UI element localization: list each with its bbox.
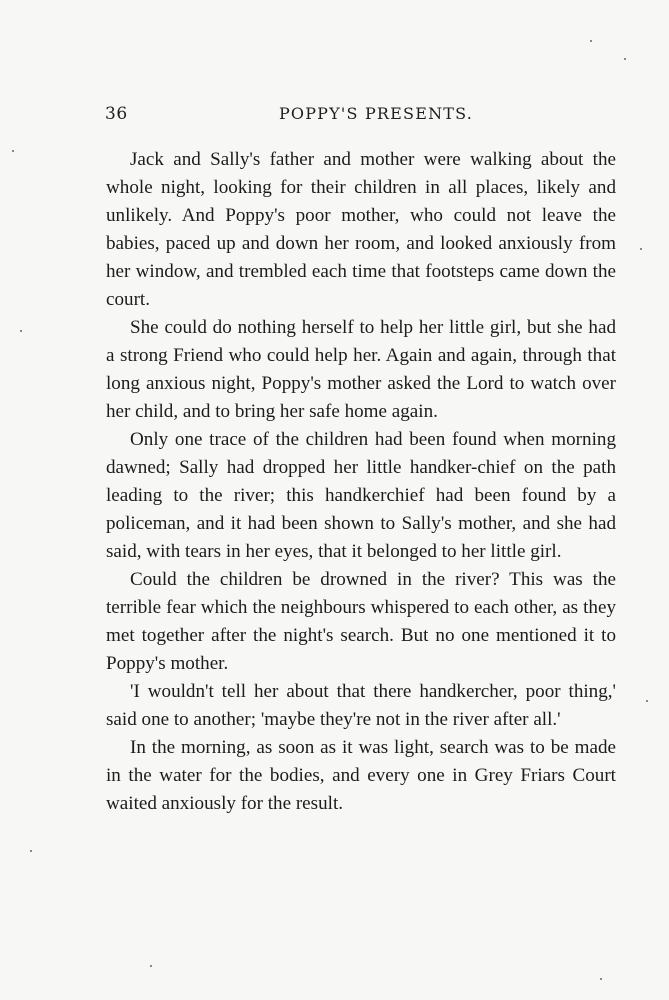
paragraph-3: Only one trace of the children had been found when morning dawned; Sally had dropped her little handker-chief on the path leading to the river; this handkerchief had been found by a policeman, and it had been shown to Sally's mother, and she had said, with tears in her eyes, that it belonged to her little girl. — [106, 429, 616, 562]
scan-speck — [640, 248, 642, 250]
scan-speck — [20, 330, 22, 332]
paragraph-5: 'I wouldn't tell her about that there handkercher, poor thing,' said one to another; 'maybe they're not in the river after all.' — [106, 681, 616, 730]
paragraph-2: She could do nothing herself to help her little girl, but she had a strong Friend who could help her. Again and again, through that long anxious night, Poppy's mother asked the Lord to watch over her child, and to bring her safe home again. — [106, 317, 616, 422]
scan-speck — [590, 40, 592, 42]
scan-speck — [12, 150, 14, 152]
running-title: POPPY'S PRESENTS. — [278, 104, 474, 123]
page-number: 36 — [105, 104, 128, 124]
scan-speck — [30, 850, 32, 852]
body-text — [106, 146, 616, 818]
page-header — [105, 104, 617, 132]
paragraph-4: Could the children be drowned in the river? This was the terrible fear which the neighbours whispered to each other, as they met together after the night's search. But no one mentioned it to Poppy's mother. — [106, 569, 616, 674]
paragraph-1: Jack and Sally's father and mother were walking about the whole night, looking for their children in all places, likely and unlikely. And Poppy's poor mother, who could not leave the babies, paced up and down her room, and looked anxiously from her window, and trembled each time that footsteps came down the court. — [106, 149, 616, 310]
scan-speck — [600, 978, 602, 980]
paragraph-6: In the morning, as soon as it was light, search was to be made in the water for the bodies, and every one in Grey Friars Court waited anxiously for the result. — [106, 737, 616, 814]
scan-speck — [624, 58, 626, 60]
scan-speck — [646, 700, 648, 702]
scan-speck — [150, 965, 152, 967]
